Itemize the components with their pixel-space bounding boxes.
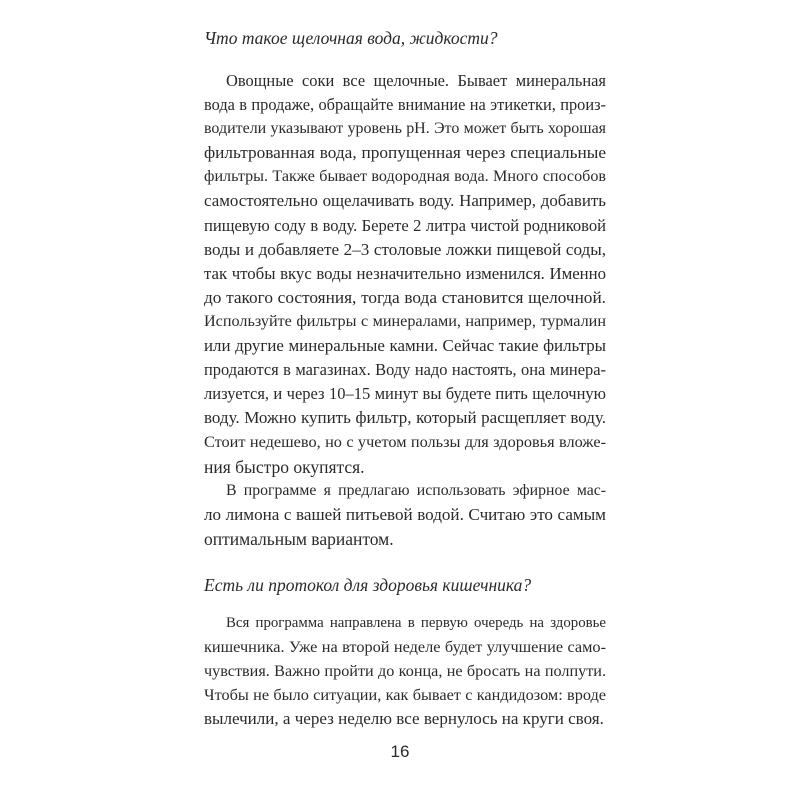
text-line: водители указывают уровень рН. Это может быть хорошая: [204, 120, 606, 138]
text-line: В программе я предлагаю использовать эфирное мас-: [226, 481, 606, 499]
text-line: до такого состояния, тогда вода становится щелочной.: [204, 287, 606, 307]
text-line: оптимальным вариантом.: [204, 528, 394, 549]
text-line: Чтобы не было ситуации, как бывает с кандидозом: вроде: [204, 686, 606, 705]
text-line: чувствия. Важно пройти до конца, не бросать на полпути.: [204, 662, 606, 681]
answer-paragraph: [204, 611, 606, 731]
question-heading: Есть ли протокол для здоровья кишечника?: [204, 574, 532, 595]
text-line: вода в продаже, обращайте внимание на этикетки, произ-: [204, 95, 606, 115]
text-line: Стоит недешево, но с учетом пользы для здоровья вложе-: [204, 432, 606, 452]
text-line: воду. Можно купить фильтр, который расщепляет воду.: [204, 408, 606, 428]
text-line: вылечили, а через неделю все вернулось на круги своя.: [204, 709, 604, 729]
text-line: ло лимона с вашей питьевой водой. Считаю это самым: [204, 504, 606, 524]
text-line: фильтры. Также бывает водородная вода. Много способов: [204, 168, 606, 186]
text-line: Используйте фильтры с минералами, например, турмалин: [204, 312, 606, 330]
text-line: пищевую соду в воду. Берете 2 литра чистой родниковой: [204, 215, 606, 235]
text-line: воды и добавляете 2–3 столовые ложки пищевой соды,: [204, 239, 606, 259]
text-line: Вся программа направлена в первую очередь на здоровье: [226, 614, 606, 631]
text-line: лизуется, и через 10–15 минут вы будете пить щелочную: [204, 384, 606, 404]
text-line: самостоятельно ощелачивать воду. Например, добавить: [204, 191, 606, 211]
answer-paragraph: [204, 479, 606, 551]
question-heading: Что такое щелочная вода, жидкости?: [204, 28, 498, 48]
text-line: ния быстро окупятся.: [204, 456, 365, 477]
book-page: [204, 26, 606, 731]
answer-paragraph: [204, 69, 606, 479]
text-line: или другие минеральные камни. Сейчас такие фильтры: [204, 336, 606, 356]
text-line: кишечника. Уже на второй неделе будет улучшение само-: [204, 636, 606, 656]
text-line: Овощные соки все щелочные. Бывает минеральная: [226, 71, 606, 90]
page-number: 16: [390, 742, 410, 761]
text-line: фильтрованная вода, пропущенная через специальные: [204, 143, 606, 163]
text-line: продаются в магазинах. Воду надо настоять, она минера-: [204, 360, 606, 380]
text-line: так чтобы вкус воды незначительно изменился. Именно: [204, 263, 606, 283]
